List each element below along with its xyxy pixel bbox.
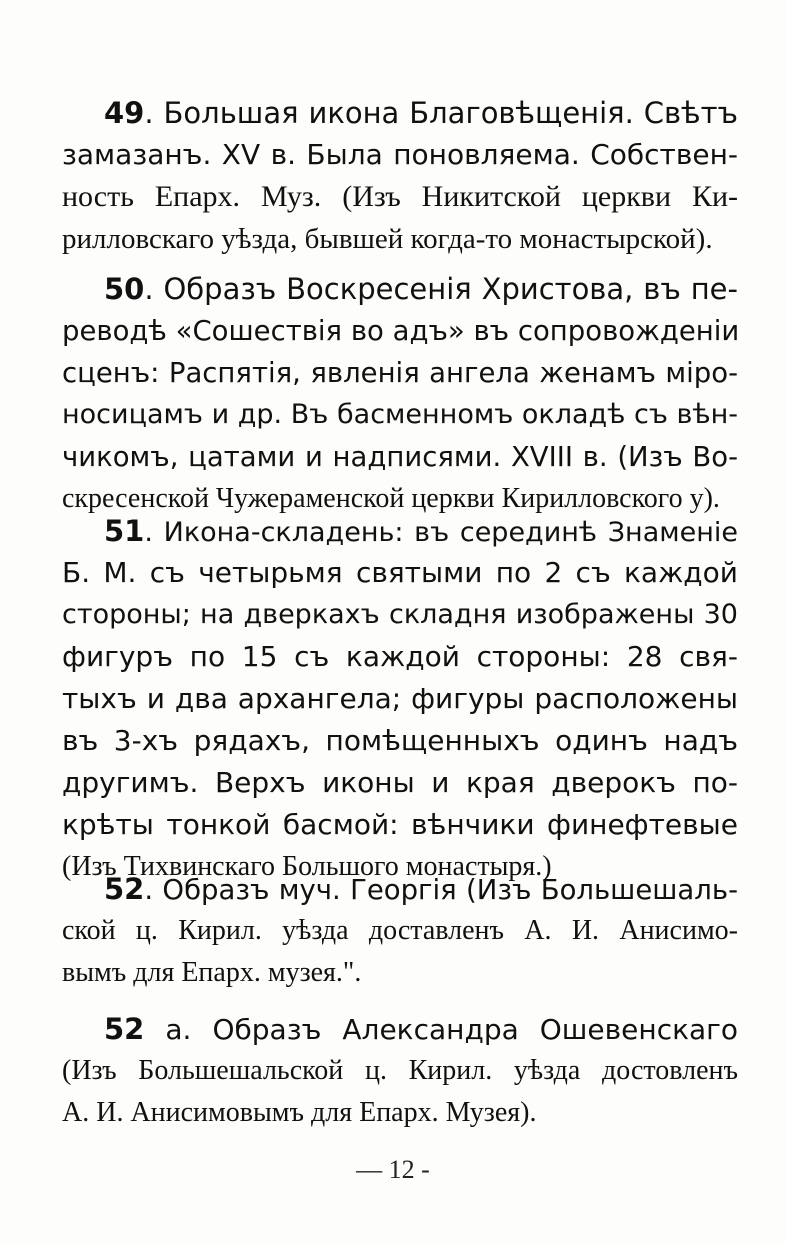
entry-line: стороны; на дверкахъ складня изображены 30 — [62, 599, 738, 630]
entry-line: 50. Образъ Воскресенія Христова, въ пе- — [104, 272, 738, 306]
catalog-entry-50 — [62, 268, 738, 520]
entry-line: реводѣ «Сошествія во адъ» въ сопровожденіи — [62, 315, 740, 347]
entry-line: Б. М. съ четырьмя святыми по 2 съ каждой — [62, 556, 738, 589]
catalog-entry-49 — [62, 92, 738, 260]
entry-line: 51. Икона-складень: въ серединѣ Знаменіе — [104, 514, 738, 548]
entry-line: (Изъ Тихвинскаго Большого монастыря.) — [62, 851, 552, 882]
entry-line: тыхъ и два архангела; фигуры расположены — [62, 682, 738, 715]
entry-line: (Изъ Большешальской ц. Кирил. уѣзда достовленъ — [62, 1055, 738, 1086]
catalog-entry-51 — [62, 510, 738, 888]
entry-number: 52 — [104, 872, 145, 906]
entry-line: другимъ. Верхъ иконы и края дверокъ по- — [62, 766, 738, 799]
entry-line: рилловскаго уѣзда, бывшей когда-то монастырской). — [62, 223, 713, 255]
entry-number: 49 — [104, 96, 145, 130]
entry-number: 50 — [104, 272, 145, 306]
catalog-entry-52a — [62, 1008, 738, 1134]
entry-line: чикомъ, цатами и надписями. XVIII в. (Изъ Во- — [62, 441, 738, 473]
entry-line: замазанъ. XV в. Была поновляема. Собствен- — [62, 138, 738, 171]
catalog-entry-52 — [62, 868, 738, 994]
entry-line: крѣты тонкой басмой: вѣнчики финефтевые — [62, 808, 738, 841]
entry-line: 52. Образъ муч. Георгія (Изъ Большешаль- — [104, 872, 738, 906]
entry-number: 51 — [104, 514, 145, 548]
entry-line: ской ц. Кирил. уѣзда доставленъ А. И. Анисимо- — [62, 915, 738, 946]
entry-line: скресенской Чужераменской церкви Кирилловского у). — [62, 483, 720, 514]
entry-line: 52 а. Образъ Александра Ошевенскаго — [104, 1012, 738, 1046]
entry-line: 49. Большая икона Благовѣщенія. Свѣтъ — [104, 96, 738, 130]
entry-line: вымъ для Епарх. музея.". — [62, 957, 362, 988]
entry-line: ность Епарх. Муз. (Изъ Никитской церкви Ки- — [62, 180, 738, 213]
entry-line: А. И. Анисимовымъ для Епарх. Музея). — [62, 1097, 537, 1128]
entry-number: 52 — [104, 1012, 145, 1046]
entry-line: носицамъ и др. Въ басменномъ окладѣ съ вѣн- — [62, 399, 738, 430]
entry-line: въ 3-хъ рядахъ, помѣщенныхъ одинъ надъ — [62, 724, 738, 757]
entry-line: сценъ: Распятія, явленія ангела женамъ міро- — [62, 357, 738, 389]
page-number: — 12 - — [356, 1155, 430, 1184]
entry-line: фигуръ по 15 съ каждой стороны: 28 свя- — [62, 640, 738, 673]
